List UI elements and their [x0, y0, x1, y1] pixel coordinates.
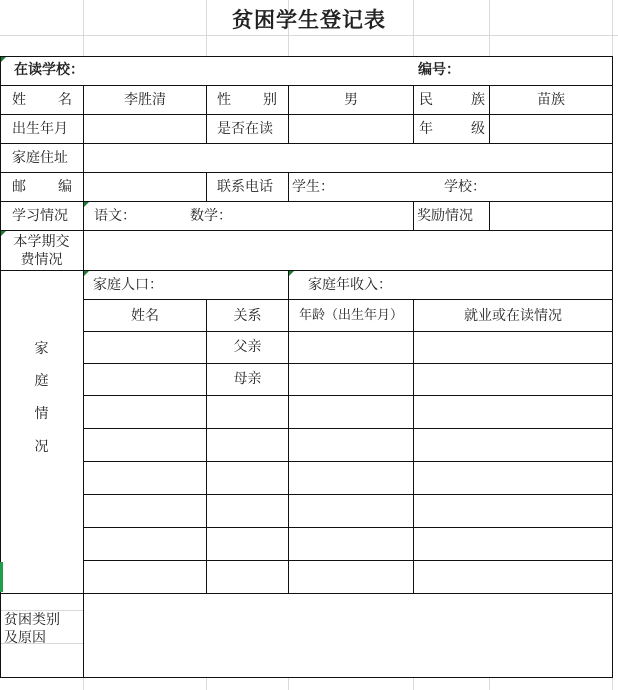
number-label: 编号：: [418, 62, 460, 78]
col-header-name: 姓名: [131, 308, 159, 324]
gridline: [489, 677, 490, 690]
row-selection-indicator: [0, 562, 3, 592]
gridline: [0, 35, 618, 36]
cell-marker: [84, 202, 89, 207]
gridline: [83, 677, 84, 690]
gridline: [288, 677, 289, 690]
gridline: [612, 677, 613, 690]
population-label: 家庭人口：: [93, 277, 163, 293]
family-side-char: 庭: [34, 373, 49, 389]
ethnicity-value[interactable]: 苗族: [537, 92, 565, 108]
name-label-char-1: 姓: [12, 92, 26, 108]
fees-label-line-2: 费情况: [20, 252, 63, 268]
student-phone-label: 学生：: [292, 179, 334, 195]
study-label: 学习情况: [12, 208, 68, 224]
grade-label: [419, 120, 485, 138]
col-line: [206, 172, 207, 201]
col-header-employment: 就业或在读情况: [464, 308, 562, 324]
gender-value[interactable]: 男: [344, 92, 358, 108]
ethnicity-label-char-1: 民: [419, 92, 433, 108]
poverty-value-cell[interactable]: [84, 594, 612, 677]
gridline: [206, 677, 207, 690]
row-line: [83, 299, 613, 300]
col-line: [413, 201, 414, 230]
poverty-label-line-2: 及原因: [4, 630, 46, 646]
fees-label-line-1: 本学期交: [13, 234, 70, 250]
school-label: 在读学校：: [14, 62, 84, 78]
award-label: 奖励情况: [417, 208, 473, 224]
birth-label: 出生年月: [12, 121, 68, 137]
postal-label-char-2: 编: [58, 179, 72, 195]
ethnicity-label: [419, 91, 485, 109]
cell-marker: [1, 57, 6, 62]
postal-value-cell[interactable]: [84, 173, 206, 201]
family-side-char: 情: [34, 406, 49, 422]
row-line: [83, 494, 613, 495]
chinese-label: 语文：: [94, 208, 136, 224]
grade-label-char-2: 级: [471, 121, 485, 137]
postal-label-char-1: 邮: [12, 179, 26, 195]
row-line: [83, 461, 613, 462]
col-line: [206, 85, 207, 143]
family-side-char: 况: [34, 439, 49, 455]
col-line: [413, 85, 414, 143]
gender-label-char-2: 别: [263, 92, 277, 108]
ethnicity-label-char-2: 族: [471, 92, 485, 108]
address-label: 家庭住址: [12, 150, 68, 166]
row-line: [83, 527, 613, 528]
name-label-char-2: 名: [58, 92, 72, 108]
form-title: 贫困学生登记表: [232, 8, 386, 32]
table-border-right: [612, 56, 613, 678]
row-line: [83, 560, 613, 561]
cell-marker: [84, 271, 89, 276]
postal-label: [12, 178, 72, 196]
poverty-label-line-1: 贫困类别: [4, 612, 60, 628]
income-label: 家庭年收入：: [308, 277, 392, 293]
row-line: [0, 270, 613, 271]
family-side-char: 家: [34, 341, 49, 357]
relation-father[interactable]: 父亲: [233, 339, 262, 355]
cell-marker: [289, 271, 294, 276]
col-header-age: 年龄（出生年月）: [298, 308, 403, 323]
school-phone-label: 学校：: [444, 179, 486, 195]
row-line: [83, 395, 613, 396]
grade-value-cell[interactable]: [490, 115, 612, 143]
row-line: [0, 85, 613, 86]
award-value-cell[interactable]: [490, 202, 612, 230]
gender-label-char-1: 性: [217, 92, 231, 108]
col-header-relation: 关系: [233, 308, 262, 324]
grade-label-char-1: 年: [419, 121, 433, 137]
row-line: [83, 428, 613, 429]
table-border-bottom: [0, 677, 613, 678]
name-label: [12, 91, 72, 109]
table-border-top: [0, 56, 613, 57]
gender-label: [217, 91, 277, 109]
birth-value-cell[interactable]: [84, 115, 206, 143]
enrolled-label: 是否在读: [217, 121, 273, 137]
enrolled-value-cell[interactable]: [289, 115, 413, 143]
gridline: [413, 677, 414, 690]
col-line: [288, 172, 289, 201]
row-line: [83, 363, 613, 364]
address-value-cell[interactable]: [84, 144, 612, 172]
row-line: [83, 331, 613, 332]
col-line: [413, 299, 414, 593]
fees-value-cell[interactable]: [84, 231, 612, 270]
phone-label: 联系电话: [217, 179, 273, 195]
name-value[interactable]: 李胜清: [124, 92, 166, 108]
math-label: 数学：: [190, 208, 232, 224]
relation-mother[interactable]: 母亲: [233, 371, 262, 387]
